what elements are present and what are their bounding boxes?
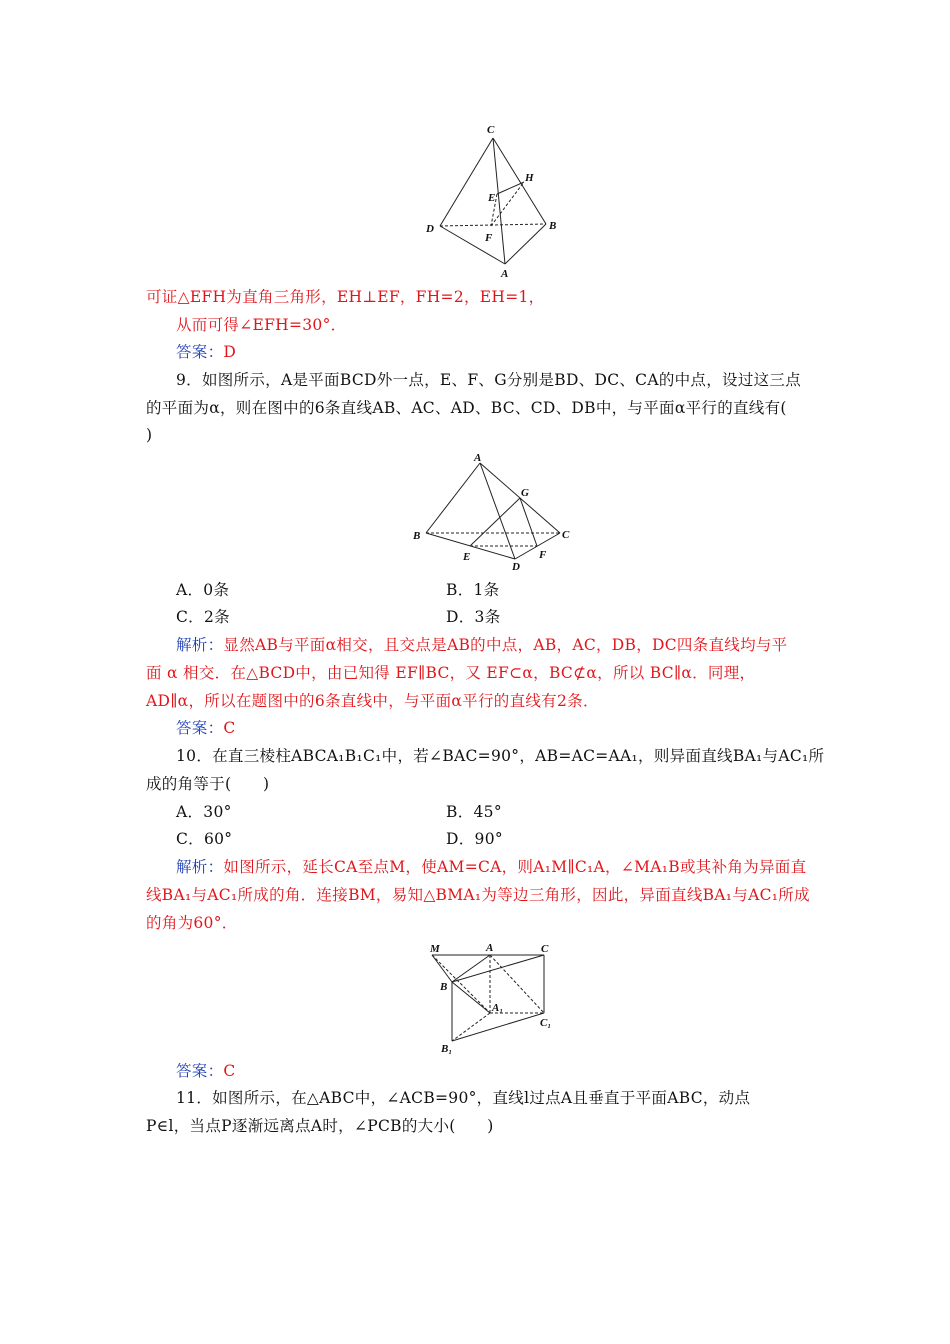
q9-option-a: A．0条 (176, 581, 230, 599)
label-c1: C₁ (540, 1017, 552, 1029)
q10-answer (176, 1061, 236, 1081)
q9-analysis-line-2: 面 α 相交．在△BCD中，由已知得 EF∥BC，又 EF⊂α，BC⊄α，所以 BC∥α．同理， (146, 664, 756, 682)
label-h: H (525, 172, 534, 184)
label-e: E (488, 192, 496, 204)
q8-analysis-line-1: 可证△EFH为直角三角形，EH⊥EF，FH=2，EH=1， (146, 288, 545, 306)
q9-question-line-1: 9．如图所示，A是平面BCD外一点，E、F、G分别是BD、DC、CA的中点，设过这三点 (176, 371, 802, 389)
q10-question-line-1: 10．在直三棱柱ABCA₁B₁C₁中，若∠BAC=90°，AB=AC=AA₁，则异面直线BA₁与AC₁所 (176, 747, 825, 765)
q9-analysis-line-3: AD∥α，所以在题图中的6条直线中，与平面α平行的直线有2条． (146, 692, 599, 710)
edge-ab (452, 955, 490, 982)
label-d: D (426, 223, 434, 235)
q10-analysis-label: 解析： (176, 858, 224, 876)
label-d: D (512, 561, 520, 573)
label-e: E (463, 551, 471, 563)
label-m: M (430, 943, 440, 955)
q10-option-a: A．30° (176, 803, 232, 821)
label-c: C (541, 943, 549, 955)
q10-analysis-text-1: 如图所示，延长CA至点M，使AM=CA，则A₁M∥C₁A，∠MA₁B或其补角为异面直 (223, 858, 807, 876)
label-a: A (474, 452, 482, 464)
label-f: F (539, 549, 547, 561)
q9-analysis-label: 解析： (176, 636, 224, 654)
edge-mb (432, 955, 452, 982)
q9-option-d: D．3条 (446, 608, 501, 626)
edge-bc (452, 955, 544, 982)
q9-question-line-3: ) (146, 426, 153, 444)
label-a: A (501, 268, 509, 280)
q11-question-line-2: P∈l，当点P逐渐远离点A时，∠PCB的大小( ) (146, 1117, 494, 1135)
q9-option-b: B．1条 (446, 581, 500, 599)
label-f: F (485, 232, 493, 244)
label-c: C (487, 124, 495, 136)
label-g: G (521, 487, 529, 499)
label-b: B (440, 981, 448, 993)
label-a: A (486, 942, 494, 954)
q10-answer-value: C (223, 1062, 236, 1080)
label-b: B (413, 530, 421, 542)
segment-ba1 (452, 982, 490, 1013)
q9-answer-value: C (223, 719, 236, 737)
label-a1: A₁ (492, 1002, 504, 1014)
q8-answer-label: 答案： (176, 343, 224, 361)
edge-b1c1 (452, 1013, 544, 1041)
q9-answer-label: 答案： (176, 719, 224, 737)
q10-option-d: D．90° (446, 830, 503, 848)
q10-question-line-2: 成的角等于( ) (146, 775, 270, 793)
label-c: C (562, 529, 570, 541)
q11-question-line-1: 11．如图所示，在△ABC中，∠ACB=90°，直线l过点A且垂直于平面ABC，动点 (176, 1089, 751, 1107)
label-b: B (549, 220, 557, 232)
q10-analysis-line-2: 线BA₁与AC₁所成的角．连接BM，易知△BMA₁为等边三角形，因此，异面直线BA₁与AC₁所成 (146, 886, 810, 904)
q8-answer-value: D (223, 343, 237, 361)
q10-option-b: B．45° (446, 803, 502, 821)
segment-a1b1 (452, 1013, 490, 1041)
q9-question-line-2: 的平面为α，则在图中的6条直线AB、AC、AD、BC、CD、DB中，与平面α平行的直线有( (146, 399, 787, 417)
q9-analysis-text-1: 显然AB与平面α相交，且交点是AB的中点，AB，AC，DB，DC四条直线均与平 (223, 636, 788, 654)
q10-answer-label: 答案： (176, 1062, 224, 1080)
q10-analysis-line-3: 的角为60°． (146, 914, 238, 932)
q10-option-c: C．60° (176, 830, 233, 848)
q9-option-c: C．2条 (176, 608, 230, 626)
label-b1: B₁ (441, 1043, 453, 1055)
q8-analysis-line-2: 从而可得∠EFH=30°． (176, 316, 347, 334)
